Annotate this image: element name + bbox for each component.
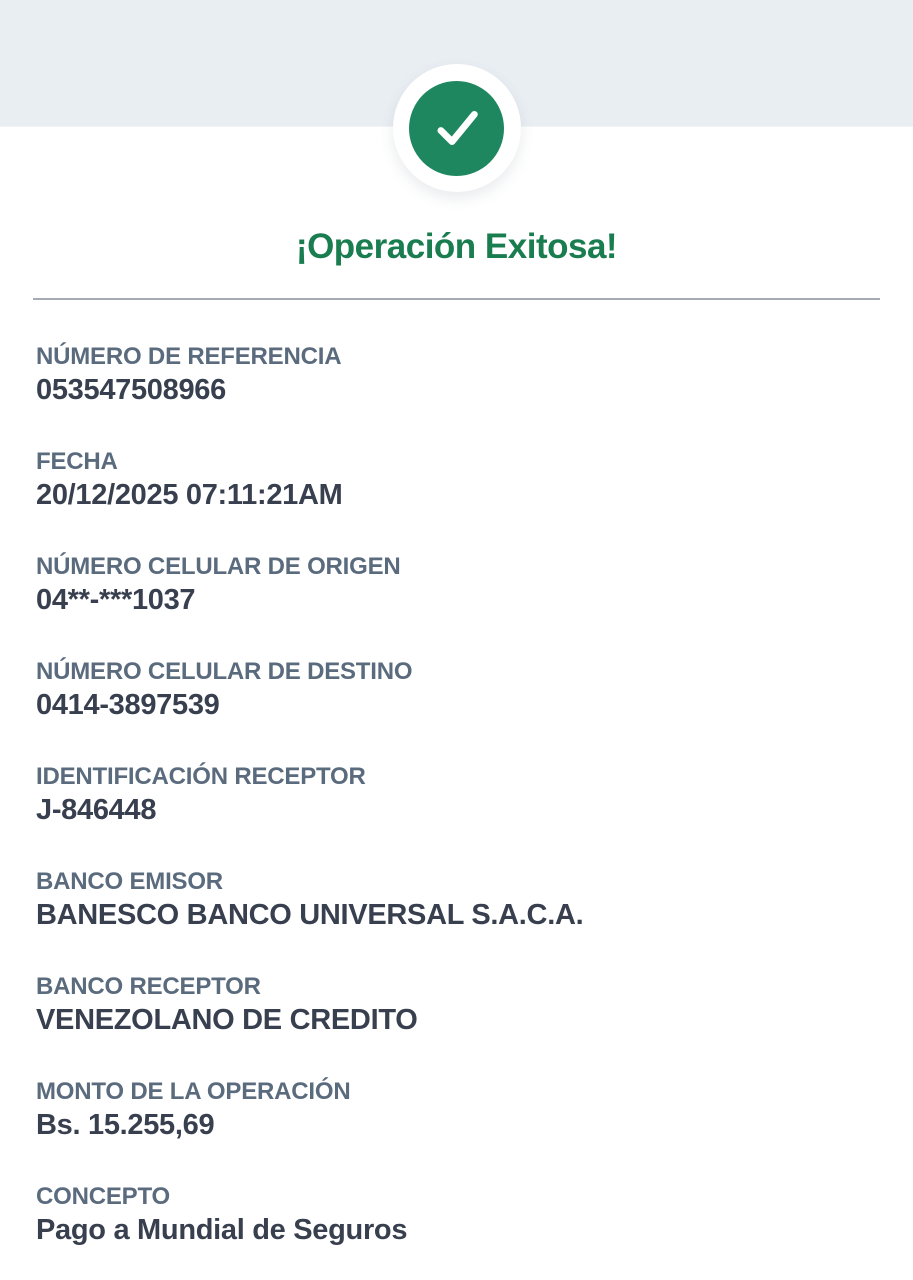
receipt-field-value: Pago a Mundial de Seguros	[36, 1214, 408, 1246]
receipt-field-label: BANCO RECEPTOR	[36, 973, 261, 1000]
receipt-details-list	[0, 300, 913, 1248]
receipt-field-value: 053547508966	[36, 374, 226, 406]
receipt-field-label: FECHA	[36, 448, 118, 475]
receipt-row	[36, 552, 877, 618]
receipt-row	[36, 657, 877, 723]
receipt-field-value: VENEZOLANO DE CREDITO	[36, 1004, 418, 1036]
receipt-field-value: 0414-3897539	[36, 689, 220, 721]
receipt-row	[36, 762, 877, 828]
receipt-field-label: NÚMERO DE REFERENCIA	[36, 343, 342, 370]
receipt-row	[36, 447, 877, 513]
receipt-field-value: J-846448	[36, 794, 157, 826]
receipt-row	[36, 1077, 877, 1143]
receipt-row	[36, 1182, 877, 1248]
check-circle-icon	[409, 81, 504, 176]
receipt-row	[36, 342, 877, 408]
receipt-field-value: Bs. 15.255,69	[36, 1109, 215, 1141]
receipt-field-label: NÚMERO CELULAR DE DESTINO	[36, 658, 413, 685]
receipt-field-label: MONTO DE LA OPERACIÓN	[36, 1078, 351, 1105]
success-icon-halo	[393, 64, 521, 192]
check-icon	[426, 97, 488, 159]
receipt-field-label: NÚMERO CELULAR DE ORIGEN	[36, 553, 401, 580]
page-title: ¡Operación Exitosa!	[295, 227, 618, 266]
receipt-field-value: 20/12/2025 07:11:21AM	[36, 479, 343, 511]
receipt-row	[36, 972, 877, 1038]
receipt-field-label: IDENTIFICACIÓN RECEPTOR	[36, 763, 366, 790]
receipt-field-label: BANCO EMISOR	[36, 868, 223, 895]
receipt-field-value: 04**-***1037	[36, 584, 196, 616]
receipt-row	[36, 867, 877, 933]
receipt-field-label: CONCEPTO	[36, 1183, 170, 1210]
receipt-field-value: BANESCO BANCO UNIVERSAL S.A.C.A.	[36, 899, 584, 931]
